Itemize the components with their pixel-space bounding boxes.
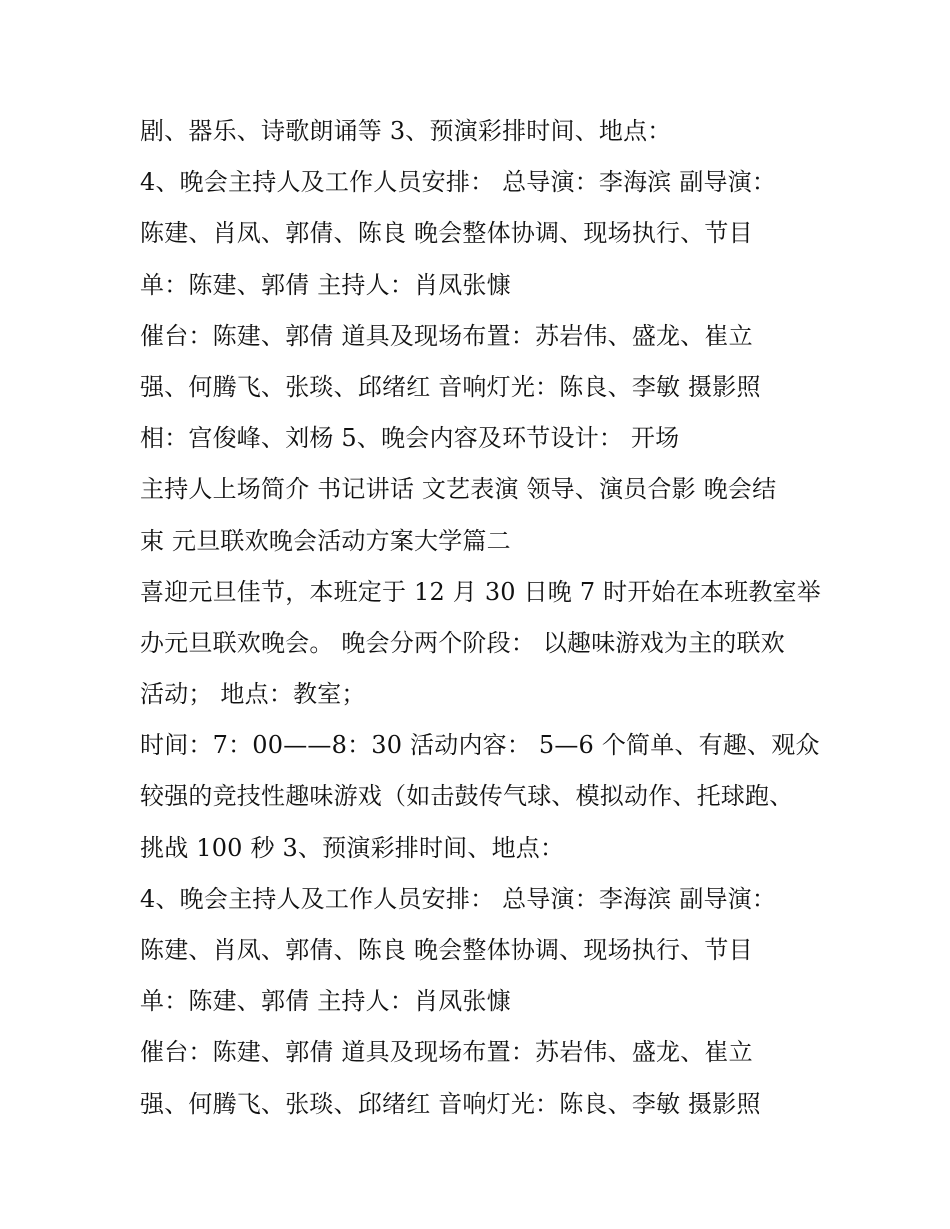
- text-line: 挑战 100 秒 3、预演彩排时间、地点：: [140, 833, 565, 862]
- text-line: 主持人上场简介 书记讲话 文艺表演 领导、演员合影 晚会结: [140, 475, 777, 504]
- text-line: 剧、器乐、诗歌朗诵等 3、预演彩排时间、地点：: [140, 117, 672, 145]
- document-body: [140, 108, 820, 1132]
- text-line: 4、晚会主持人及工作人员安排： 总导演：李海滨 副导演：: [140, 168, 777, 197]
- text-line: 4、晚会主持人及工作人员安排： 总导演：李海滨 副导演：: [140, 884, 777, 913]
- text-line: 强、何腾飞、张琰、邱绪红 音响灯光：陈良、李敏 摄影照: [140, 372, 761, 401]
- text-line: 陈建、肖凤、郭倩、陈良 晚会整体协调、现场执行、节目: [140, 219, 753, 248]
- text-line: 活动； 地点：教室；: [140, 680, 366, 709]
- text-line: 陈建、肖凤、郭倩、陈良 晚会整体协调、现场执行、节目: [140, 936, 753, 964]
- text-line: 催台：陈建、郭倩 道具及现场布置：苏岩伟、盛龙、崔立: [140, 1038, 753, 1067]
- text-line: 办元旦联欢晚会。 晚会分两个阶段： 以趣味游戏为主的联欢: [140, 628, 785, 657]
- text-line: 较强的竞技性趣味游戏（如击鼓传气球、模拟动作、托球跑、: [140, 782, 794, 811]
- text-line: 强、何腾飞、张琰、邱绪红 音响灯光：陈良、李敏 摄影照: [140, 1089, 761, 1118]
- text-line: 单：陈建、郭倩 主持人：肖凤张慷: [140, 270, 511, 299]
- text-line: 相：宫俊峰、刘杨 5、晚会内容及环节设计： 开场: [140, 424, 680, 453]
- text-line: 束 元旦联欢晚会活动方案大学篇二: [140, 526, 511, 555]
- text-line: 时间：7：00——8：30 活动内容： 5—6 个简单、有趣、观众: [140, 731, 820, 760]
- text-line: 单：陈建、郭倩 主持人：肖凤张慷: [140, 987, 511, 1016]
- text-line: 催台：陈建、郭倩 道具及现场布置：苏岩伟、盛龙、崔立: [140, 321, 753, 350]
- text-line: 喜迎元旦佳节，本班定于 12 月 30 日晚 7 时开始在本班教室举: [140, 577, 821, 606]
